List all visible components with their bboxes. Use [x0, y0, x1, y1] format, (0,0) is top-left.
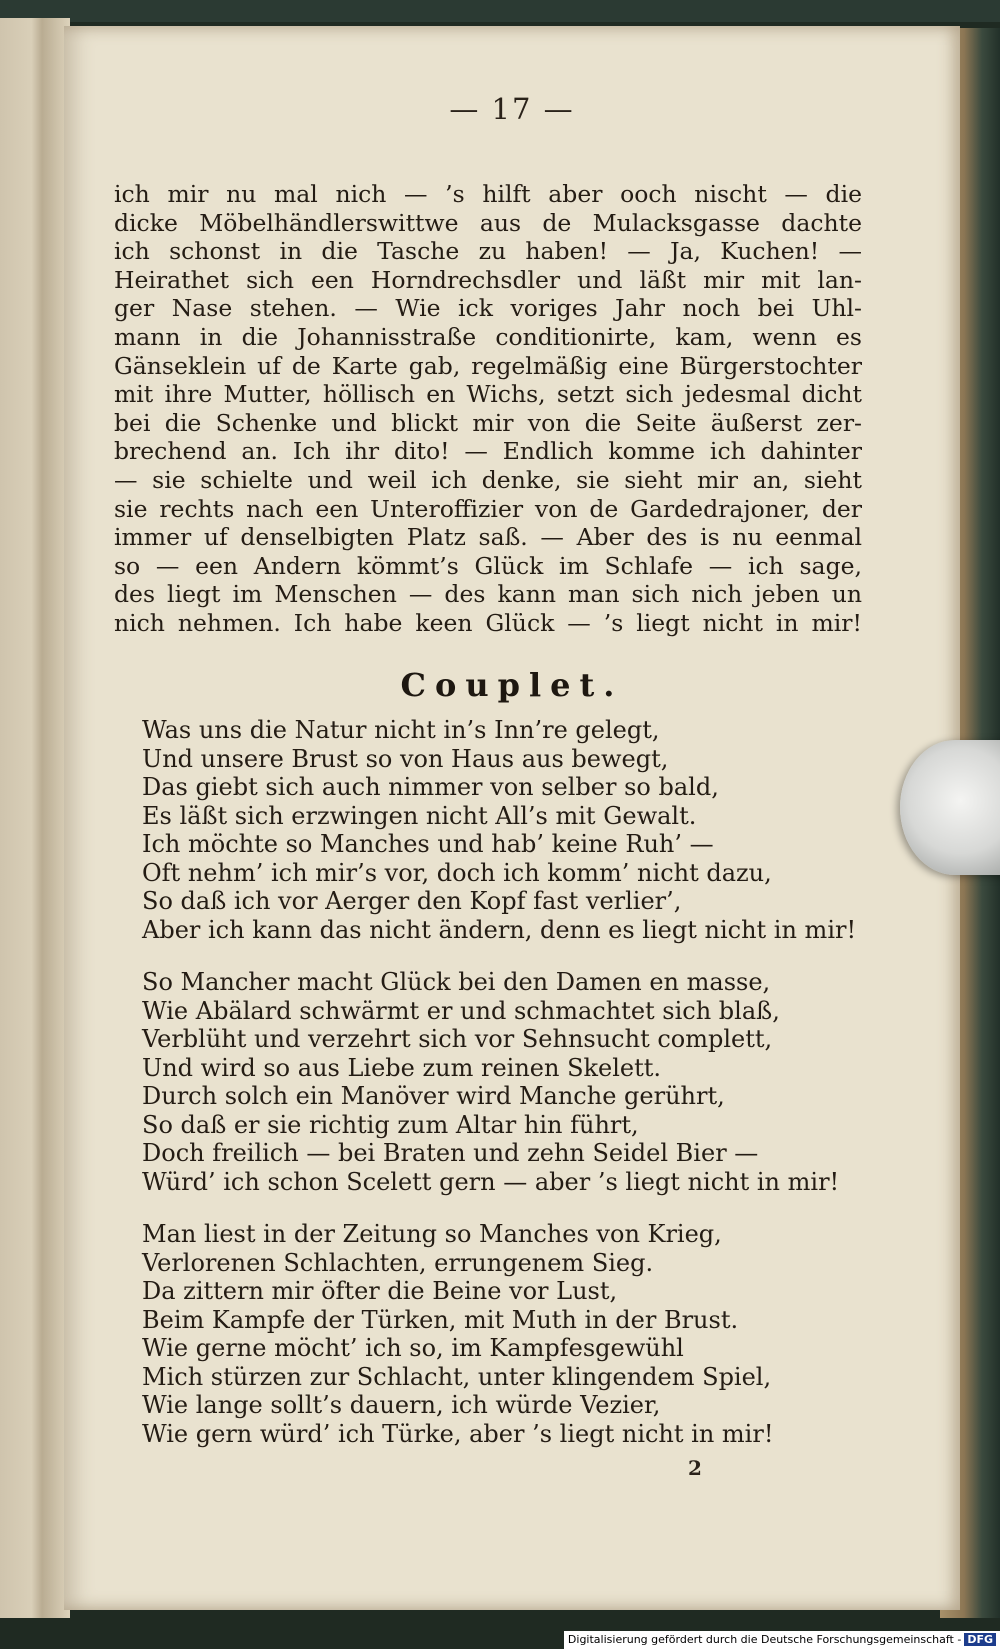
- verse-line: Würd’ ich schon Scelett gern — aber ’s liegt nicht in mir!: [142, 1167, 840, 1196]
- verse-line: Man liest in der Zeitung so Manches von Krieg,: [142, 1220, 722, 1248]
- scanner-thumb: [900, 740, 1000, 875]
- verse-line: Das giebt sich auch nimmer von selber so bald,: [142, 773, 719, 801]
- verse-line: Wie Abälard schwärmt er und schmachtet sich blaß,: [142, 996, 780, 1025]
- left-page-edges: [0, 18, 70, 1618]
- prose-line: brechend an. Ich ihr dito! — Endlich komme ich dahinter: [114, 437, 862, 466]
- credit-text: Digitalisierung gefördert durch die Deutsche Forschungsgemeinschaft -: [567, 1633, 962, 1646]
- page-number: — 17 —: [449, 92, 575, 126]
- verse-line: Verlorenen Schlachten, errungenem Sieg.: [142, 1248, 654, 1277]
- prose-line: so — een Andern kömmt’s Glück im Schlafe — ich sage,: [114, 551, 862, 580]
- prose-line: mann in die Johannisstraße conditionirte, kam, wenn es: [114, 322, 862, 351]
- dfg-logo: DFG: [964, 1633, 996, 1646]
- prose-line: ich mir nu mal nich — ’s hilft aber ooch nischt — die: [114, 180, 862, 208]
- prose-line: nich nehmen. Ich habe keen Glück — ’s liegt nicht in mir!: [114, 608, 862, 637]
- prose-line: immer uf denselbigten Platz saß. — Aber des is nu eenmal: [114, 523, 862, 552]
- couplet-heading: Couplet.: [400, 666, 624, 704]
- signature-mark: 2: [688, 1456, 702, 1480]
- verse-line: Verblüht und verzehrt sich vor Sehnsucht complett,: [142, 1025, 773, 1053]
- verse-line: Aber ich kann das nicht ändern, denn es liegt nicht in mir!: [142, 915, 857, 944]
- verse-line: Und unsere Brust so von Haus aus bewegt,: [142, 744, 669, 773]
- prose-paragraph: [114, 180, 862, 638]
- prose-line: ich schonst in die Tasche zu haben! — Ja, Kuchen! —: [114, 237, 862, 266]
- prose-line: ger Nase stehen. — Wie ick voriges Jahr noch bei Uhl-: [114, 294, 862, 323]
- prose-line: Heirathet sich een Horndrechsdler und läßt mir mit lan-: [114, 265, 862, 294]
- book-page: [64, 26, 960, 1610]
- stanza-2: [142, 968, 882, 1196]
- prose-line: sie rechts nach een Unteroffizier von de Gardedrajoner, der: [114, 494, 862, 523]
- prose-line: mit ihre Mutter, höllisch en Wichs, setzt sich jedesmal dicht: [114, 380, 862, 409]
- stanza-1: [142, 716, 882, 944]
- prose-line: — sie schielte und weil ich denke, sie sieht mir an, sieht: [114, 465, 862, 494]
- verse-line: Es läßt sich erzwingen nicht All’s mit Gewalt.: [142, 801, 697, 830]
- verse-line: Ich möchte so Manches und hab’ keine Ruh’ —: [142, 830, 714, 858]
- verse-line: Beim Kampfe der Türken, mit Muth in der Brust.: [142, 1305, 739, 1334]
- verse-line: Was uns die Natur nicht in’s Inn’re gelegt,: [142, 716, 660, 744]
- verse-line: So Mancher macht Glück bei den Damen en masse,: [142, 968, 771, 996]
- prose-line: Gänseklein uf de Karte gab, regelmäßig eine Bürgerstochter: [114, 351, 862, 380]
- prose-line: bei die Schenke und blickt mir von die Seite äußerst zer-: [114, 408, 862, 437]
- prose-line: des liegt im Menschen — des kann man sich nich jeben un: [114, 580, 862, 609]
- verse-line: So daß er sie richtig zum Altar hin führt,: [142, 1110, 639, 1139]
- verse-line: Durch solch ein Manöver wird Manche gerührt,: [142, 1082, 725, 1110]
- verse-line: Mich stürzen zur Schlacht, unter klingendem Spiel,: [142, 1362, 772, 1391]
- verse-line: Wie gerne möcht’ ich so, im Kampfesgewühl: [142, 1334, 684, 1362]
- digitization-credit: [564, 1631, 1000, 1649]
- verse-line: Doch freilich — bei Braten und zehn Seidel Bier —: [142, 1139, 759, 1167]
- verse-line: Da zittern mir öfter die Beine vor Lust,: [142, 1277, 618, 1305]
- verse-line: Wie lange sollt’s dauern, ich würde Vezier,: [142, 1391, 661, 1419]
- verse-line: Und wird so aus Liebe zum reinen Skelett.: [142, 1053, 662, 1082]
- verse-line: So daß ich vor Aerger den Kopf fast verlier’,: [142, 887, 682, 915]
- verse-line: Oft nehm’ ich mir’s vor, doch ich komm’ nicht dazu,: [142, 858, 772, 887]
- scan-background: [0, 0, 1000, 22]
- verse-line: Wie gern würd’ ich Türke, aber ’s liegt nicht in mir!: [142, 1419, 774, 1448]
- stanza-3: [142, 1220, 882, 1448]
- prose-line: dicke Möbelhändlerswittwe aus de Mulacksgasse dachte: [114, 208, 862, 237]
